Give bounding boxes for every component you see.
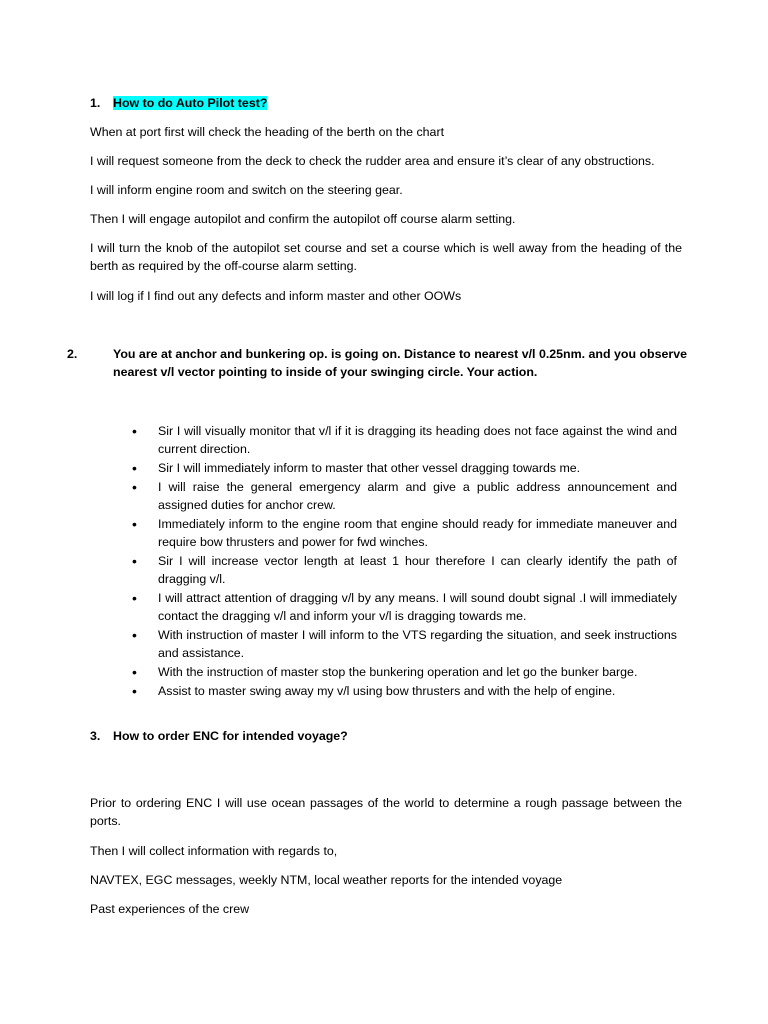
list-item: • Immediately inform to the engine room that engine should ready for immediate maneuver and require bow thrusters and power for fwd winches. (132, 515, 677, 551)
list-item: • With the instruction of master stop the bunkering operation and let go the bunker barge. (132, 663, 677, 681)
question-2-heading (67, 345, 705, 381)
q1-paragraph: I will turn the knob of the autopilot set course and set a course which is well away from the heading of the berth as required by the off-course alarm setting. (90, 241, 682, 273)
q1-paragraph: I will inform engine room and switch on the steering gear. (90, 183, 403, 197)
q3-paragraph: Past experiences of the crew (90, 902, 250, 916)
question-1-title: How to do Auto Pilot test? (113, 96, 268, 110)
list-item: • Assist to master swing away my v/l using bow thrusters and with the help of engine. (132, 682, 677, 700)
list-item: • I will attract attention of dragging v/l by any means. I will sound doubt signal .I will immediately contact the dragging v/l and inform your v/l is dragging towards me. (132, 589, 677, 625)
question-3-number: 3. (90, 729, 101, 743)
question-2-number: 2. (67, 347, 78, 361)
list-item: • With instruction of master I will inform to the VTS regarding the situation, and seek instructions and assistance. (132, 626, 677, 662)
list-item: • Sir I will immediately inform to master that other vessel dragging towards me. (132, 459, 677, 477)
question-3-title: How to order ENC for intended voyage? (113, 729, 348, 743)
q3-paragraph: Prior to ordering ENC I will use ocean passages of the world to determine a rough passage between the ports. (90, 796, 682, 828)
list-item: • Sir I will visually monitor that v/l if it is dragging its heading does not face against the wind and current direction. (132, 422, 677, 458)
q3-paragraph: Then I will collect information with regards to, (90, 844, 338, 858)
question-3-heading (90, 727, 682, 745)
question-1-number: 1. (90, 96, 101, 110)
list-item: • I will raise the general emergency alarm and give a public address announcement and assigned duties for anchor crew. (132, 478, 677, 514)
question-1-heading (90, 94, 682, 112)
q1-paragraph: When at port first will check the heading of the berth on the chart (90, 125, 445, 139)
q1-paragraph: Then I will engage autopilot and confirm the autopilot off course alarm setting. (90, 212, 516, 226)
q1-paragraph: I will request someone from the deck to check the rudder area and ensure it’s clear of any obstructions. (90, 154, 655, 168)
q1-paragraph: I will log if I find out any defects and inform master and other OOWs (90, 289, 462, 303)
q2-action-list (132, 422, 677, 701)
question-2-title: You are at anchor and bunkering op. is going on. Distance to nearest v/l 0.25nm. and you observe nearest v/l vector pointing to inside of your swinging circle. Your action. (113, 347, 687, 379)
list-item: • Sir I will increase vector length at least 1 hour therefore I can clearly identify the path of dragging v/l. (132, 552, 677, 588)
q3-paragraph: NAVTEX, EGC messages, weekly NTM, local weather reports for the intended voyage (90, 873, 563, 887)
